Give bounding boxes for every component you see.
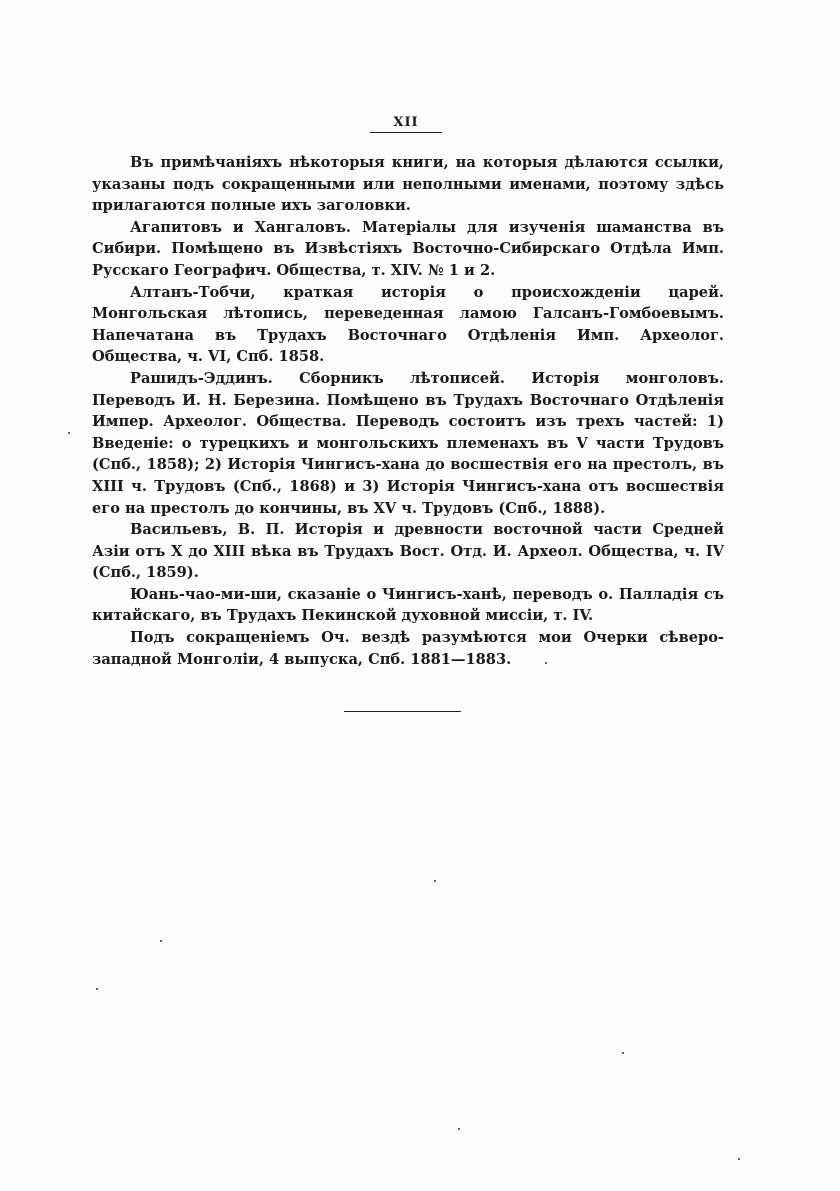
scan-speck [738,1158,740,1160]
page-number: XII [370,115,442,133]
abbreviation-note: Подъ сокращеніемъ Оч. вездѣ разумѣются мои Очерки сѣверо-западной Монголіи, 4 выпуска, Спб. 1881—1883. [92,629,724,668]
bibliography-notes [92,152,724,670]
closing-rule [344,711,461,712]
scan-speck [545,662,547,664]
scan-speck [434,880,436,882]
entry-altan-tobchi: Алтанъ-Тобчи, краткая исторія о происхожденіи царей. Монгольская лѣтопись, переведенная ламою Галсанъ-Гомбоевымъ. Напечатана въ Трудахъ Восточнаго Отдѣленія Имп. Археолог. Общества, ч. VI, Спб. 1858. [92,283,724,366]
entry-vasiliev: Васильевъ, В. П. Исторія и древности восточной части Средней Азіи отъ X до XIII вѣка въ Трудахъ Вост. Отд. И. Археол. Общества, ч. IV (Спб., 1859). [92,521,724,582]
scan-speck [458,1128,460,1130]
entry-yuan-chao-mi-shi: Юань-чао-ми-ши, сказаніе о Чингисъ-ханѣ, переводъ о. Палладія съ китайскаго, въ Трудахъ Пекинской духовной миссіи, т. IV. [92,585,724,625]
scan-speck [622,1052,624,1054]
entry-agapitov-khangalov: Агапитовъ и Хангаловъ. Матеріалы для изученія шаманства въ Сибири. Помѣщено въ Извѣстіяхъ Восточно-Сибирскаго Отдѣла Имп. Русскаго Географич. Общества, т. XIV. № 1 и 2. [92,218,724,279]
scan-speck [160,940,162,942]
entry-rashid-eddin: Рашидъ-Эддинъ. Сборникъ лѣтописей. Исторія монголовъ. Переводъ И. Н. Березина. Помѣщено въ Трудахъ Восточнаго Отдѣленія Импер. Археолог. Общества. Переводъ состоитъ изъ трехъ частей: 1) Введеніе: о турецкихъ и монгольскихъ племенахъ въ V части Трудовъ (Спб., 1858); 2) Исторія Чингисъ-хана до восшествія его на престолъ, въ XIII ч. Трудовъ (Спб., 1868) и 3) Исторія Чингисъ-хана отъ восшествія его на престолъ до кончины, въ XV ч. Трудовъ (Спб., 1888). [92,369,724,517]
intro-paragraph: Въ примѣчаніяхъ нѣкоторыя книги, на которыя дѣлаются ссылки, указаны подъ сокращенными или неполными именами, поэтому здѣсь прилагаются полные ихъ заголовки. [92,154,724,215]
scan-speck [96,988,98,990]
scan-speck [68,432,70,434]
